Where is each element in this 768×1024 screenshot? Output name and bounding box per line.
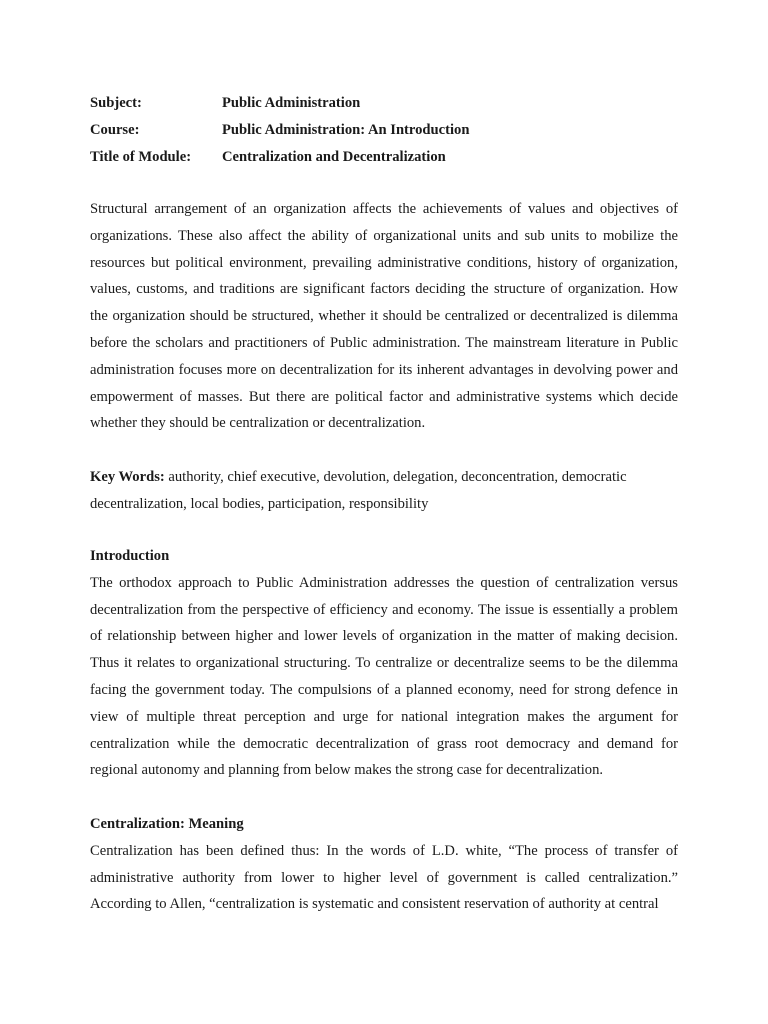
course-label: Course: — [90, 122, 140, 138]
keywords-text: authority, chief executive, devolution, delegation, deconcentration, democratic decentralization, local bodies, participation, responsibility — [90, 469, 627, 512]
course-value: Public Administration: An Introduction — [222, 122, 470, 138]
abstract-paragraph: Structural arrangement of an organization affects the achievements of values and objectives of organizations. These also affect the ability of organizational units and sub units to mobilize the resources but political environment, prevailing administrative conditions, history of organization, values, customs, and traditions are significant factors deciding the structure of organization. How the organization should be structured, whether it should be centralized or decentralized is dilemma before the scholars and practitioners of Public administration. The mainstream literature in Public administration focuses more on decentralization for its inherent advantages in devolving power and empowerment of masses. But there are political factor and administrative systems which decide whether they should be centralization or decentralization. — [90, 201, 678, 432]
module-row — [90, 144, 678, 171]
centralization-section — [90, 811, 678, 918]
introduction-paragraph: The orthodox approach to Public Administration addresses the question of centralization versus decentralization from the perspective of efficiency and economy. The issue is essentially a problem of relationship between higher and lower levels of organization in the matter of making decision. Thus it relates to organizational structuring. To centralize or decentralize seems to be the dilemma facing the government today. The compulsions of a planned economy, need for strong defence in view of multiple threat perception and urge for national integration makes the argument for centralization while the democratic decentralization of grass root democracy and demand for regional autonomy and planning from below makes the strong case for decentralization. — [90, 574, 678, 779]
subject-value: Public Administration — [222, 95, 361, 111]
subject-label: Subject: — [90, 95, 142, 111]
abstract-section — [90, 196, 678, 437]
module-value: Centralization and Decentralization — [222, 149, 446, 165]
centralization-heading: Centralization: Meaning — [90, 816, 244, 832]
module-label: Title of Module: — [90, 149, 192, 165]
keywords-label: Key Words: — [90, 469, 165, 485]
centralization-paragraph: Centralization has been defined thus: In the words of L.D. white, “The process of transfer of administrative authority from lower to higher level of government is called centralization.” According to Allen, “centralization is systematic and consistent reservation of authority at central — [90, 842, 678, 913]
course-row — [90, 117, 678, 144]
keywords-paragraph — [90, 464, 678, 518]
subject-row — [90, 90, 678, 117]
keywords-section — [90, 464, 678, 518]
introduction-section — [90, 543, 678, 784]
module-header — [90, 90, 678, 171]
introduction-heading: Introduction — [90, 548, 170, 564]
